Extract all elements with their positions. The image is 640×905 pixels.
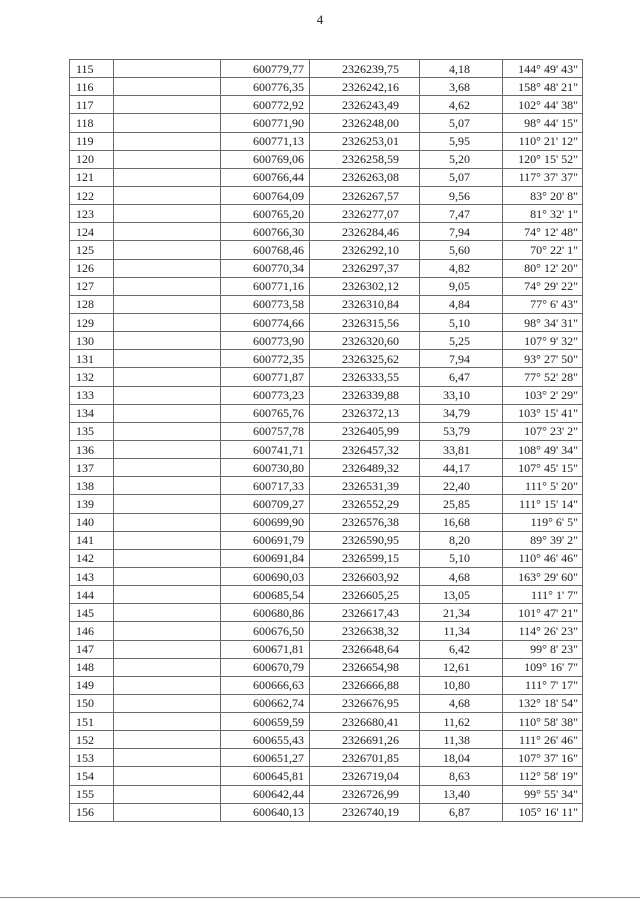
empty-cell (114, 205, 221, 223)
table-row (70, 60, 583, 78)
distance-cell: 5,07 (420, 168, 503, 186)
table-row (70, 622, 583, 640)
y-coordinate-cell: 2326701,85 (310, 749, 420, 767)
distance-cell: 13,05 (420, 586, 503, 604)
point-number-cell: 122 (70, 186, 114, 204)
table-row (70, 640, 583, 658)
y-coordinate-cell: 2326239,75 (310, 60, 420, 78)
point-number-cell: 137 (70, 459, 114, 477)
distance-cell: 21,34 (420, 604, 503, 622)
point-number-cell: 116 (70, 78, 114, 96)
point-number-cell: 120 (70, 150, 114, 168)
distance-cell: 33,81 (420, 440, 503, 458)
distance-cell: 11,34 (420, 622, 503, 640)
point-number-cell: 131 (70, 350, 114, 368)
y-coordinate-cell: 2326297,37 (310, 259, 420, 277)
empty-cell (114, 386, 221, 404)
y-coordinate-cell: 2326531,39 (310, 477, 420, 495)
distance-cell: 8,63 (420, 767, 503, 785)
table-row (70, 495, 583, 513)
distance-cell: 5,20 (420, 150, 503, 168)
empty-cell (114, 513, 221, 531)
distance-cell: 5,95 (420, 132, 503, 150)
angle-cell: 105° 16' 11" (503, 803, 583, 821)
empty-cell (114, 96, 221, 114)
empty-cell (114, 168, 221, 186)
x-coordinate-cell: 600642,44 (221, 785, 310, 803)
distance-cell: 4,68 (420, 567, 503, 585)
x-coordinate-cell: 600771,87 (221, 368, 310, 386)
point-number-cell: 156 (70, 803, 114, 821)
y-coordinate-cell: 2326253,01 (310, 132, 420, 150)
distance-cell: 6,42 (420, 640, 503, 658)
distance-cell: 5,10 (420, 549, 503, 567)
table-row (70, 168, 583, 186)
table-row (70, 767, 583, 785)
x-coordinate-cell: 600717,33 (221, 477, 310, 495)
angle-cell: 81° 32' 1" (503, 205, 583, 223)
point-number-cell: 149 (70, 676, 114, 694)
distance-cell: 11,38 (420, 731, 503, 749)
point-number-cell: 147 (70, 640, 114, 658)
table-row (70, 785, 583, 803)
angle-cell: 120° 15' 52" (503, 150, 583, 168)
empty-cell (114, 440, 221, 458)
empty-cell (114, 350, 221, 368)
y-coordinate-cell: 2326552,29 (310, 495, 420, 513)
point-number-cell: 127 (70, 277, 114, 295)
distance-cell: 11,62 (420, 713, 503, 731)
point-number-cell: 117 (70, 96, 114, 114)
point-number-cell: 123 (70, 205, 114, 223)
x-coordinate-cell: 600765,20 (221, 205, 310, 223)
angle-cell: 74° 29' 22" (503, 277, 583, 295)
empty-cell (114, 404, 221, 422)
y-coordinate-cell: 2326457,32 (310, 440, 420, 458)
x-coordinate-cell: 600651,27 (221, 749, 310, 767)
table-row (70, 241, 583, 259)
angle-cell: 110° 58' 38" (503, 713, 583, 731)
table-row (70, 132, 583, 150)
table-row (70, 604, 583, 622)
distance-cell: 5,10 (420, 313, 503, 331)
angle-cell: 114° 26' 23" (503, 622, 583, 640)
x-coordinate-cell: 600662,74 (221, 694, 310, 712)
empty-cell (114, 767, 221, 785)
point-number-cell: 115 (70, 60, 114, 78)
empty-cell (114, 622, 221, 640)
point-number-cell: 134 (70, 404, 114, 422)
x-coordinate-cell: 600645,81 (221, 767, 310, 785)
y-coordinate-cell: 2326310,84 (310, 295, 420, 313)
empty-cell (114, 150, 221, 168)
distance-cell: 10,80 (420, 676, 503, 694)
angle-cell: 80° 12' 20" (503, 259, 583, 277)
table-row (70, 658, 583, 676)
empty-cell (114, 114, 221, 132)
table-row (70, 205, 583, 223)
table-row (70, 513, 583, 531)
empty-cell (114, 676, 221, 694)
empty-cell (114, 422, 221, 440)
table-row (70, 386, 583, 404)
distance-cell: 7,94 (420, 223, 503, 241)
angle-cell: 99° 8' 23" (503, 640, 583, 658)
point-number-cell: 138 (70, 477, 114, 495)
table-row (70, 186, 583, 204)
x-coordinate-cell: 600709,27 (221, 495, 310, 513)
x-coordinate-cell: 600666,63 (221, 676, 310, 694)
angle-cell: 103° 15' 41" (503, 404, 583, 422)
point-number-cell: 121 (70, 168, 114, 186)
x-coordinate-cell: 600757,78 (221, 422, 310, 440)
coordinates-table (69, 59, 583, 822)
angle-cell: 93° 27' 50" (503, 350, 583, 368)
y-coordinate-cell: 2326325,62 (310, 350, 420, 368)
empty-cell (114, 694, 221, 712)
empty-cell (114, 803, 221, 821)
empty-cell (114, 658, 221, 676)
x-coordinate-cell: 600671,81 (221, 640, 310, 658)
table-row (70, 803, 583, 821)
footer-divider (0, 897, 640, 898)
angle-cell: 83° 20' 8" (503, 186, 583, 204)
angle-cell: 107° 45' 15" (503, 459, 583, 477)
point-number-cell: 145 (70, 604, 114, 622)
table-row (70, 332, 583, 350)
y-coordinate-cell: 2326740,19 (310, 803, 420, 821)
y-coordinate-cell: 2326339,88 (310, 386, 420, 404)
distance-cell: 8,20 (420, 531, 503, 549)
y-coordinate-cell: 2326243,49 (310, 96, 420, 114)
x-coordinate-cell: 600774,66 (221, 313, 310, 331)
table-row (70, 78, 583, 96)
table-row (70, 295, 583, 313)
table-row (70, 277, 583, 295)
x-coordinate-cell: 600741,71 (221, 440, 310, 458)
angle-cell: 163° 29' 60" (503, 567, 583, 585)
angle-cell: 110° 21' 12" (503, 132, 583, 150)
angle-cell: 89° 39' 2" (503, 531, 583, 549)
angle-cell: 111° 5' 20" (503, 477, 583, 495)
table-row (70, 422, 583, 440)
y-coordinate-cell: 2326489,32 (310, 459, 420, 477)
y-coordinate-cell: 2326277,07 (310, 205, 420, 223)
distance-cell: 3,68 (420, 78, 503, 96)
y-coordinate-cell: 2326599,15 (310, 549, 420, 567)
table-row (70, 549, 583, 567)
x-coordinate-cell: 600771,16 (221, 277, 310, 295)
distance-cell: 5,25 (420, 332, 503, 350)
x-coordinate-cell: 600765,76 (221, 404, 310, 422)
angle-cell: 132° 18' 54" (503, 694, 583, 712)
distance-cell: 18,04 (420, 749, 503, 767)
distance-cell: 12,61 (420, 658, 503, 676)
point-number-cell: 126 (70, 259, 114, 277)
table-row (70, 749, 583, 767)
empty-cell (114, 713, 221, 731)
y-coordinate-cell: 2326292,10 (310, 241, 420, 259)
empty-cell (114, 531, 221, 549)
table-row (70, 731, 583, 749)
x-coordinate-cell: 600730,80 (221, 459, 310, 477)
angle-cell: 112° 58' 19" (503, 767, 583, 785)
x-coordinate-cell: 600699,90 (221, 513, 310, 531)
point-number-cell: 154 (70, 767, 114, 785)
angle-cell: 109° 16' 7" (503, 658, 583, 676)
table-row (70, 96, 583, 114)
table-row (70, 150, 583, 168)
page-number: 4 (316, 12, 324, 27)
y-coordinate-cell: 2326263,08 (310, 168, 420, 186)
distance-cell: 22,40 (420, 477, 503, 495)
x-coordinate-cell: 600776,35 (221, 78, 310, 96)
x-coordinate-cell: 600670,79 (221, 658, 310, 676)
x-coordinate-cell: 600680,86 (221, 604, 310, 622)
distance-cell: 33,10 (420, 386, 503, 404)
x-coordinate-cell: 600691,79 (221, 531, 310, 549)
x-coordinate-cell: 600691,84 (221, 549, 310, 567)
table-row (70, 440, 583, 458)
distance-cell: 4,62 (420, 96, 503, 114)
y-coordinate-cell: 2326315,56 (310, 313, 420, 331)
y-coordinate-cell: 2326726,99 (310, 785, 420, 803)
y-coordinate-cell: 2326576,38 (310, 513, 420, 531)
distance-cell: 13,40 (420, 785, 503, 803)
y-coordinate-cell: 2326638,32 (310, 622, 420, 640)
angle-cell: 77° 6' 43" (503, 295, 583, 313)
point-number-cell: 129 (70, 313, 114, 331)
x-coordinate-cell: 600773,23 (221, 386, 310, 404)
distance-cell: 34,79 (420, 404, 503, 422)
y-coordinate-cell: 2326242,16 (310, 78, 420, 96)
y-coordinate-cell: 2326648,64 (310, 640, 420, 658)
angle-cell: 74° 12' 48" (503, 223, 583, 241)
empty-cell (114, 332, 221, 350)
y-coordinate-cell: 2326248,00 (310, 114, 420, 132)
point-number-cell: 124 (70, 223, 114, 241)
table-row (70, 477, 583, 495)
x-coordinate-cell: 600779,77 (221, 60, 310, 78)
empty-cell (114, 241, 221, 259)
y-coordinate-cell: 2326320,60 (310, 332, 420, 350)
point-number-cell: 148 (70, 658, 114, 676)
empty-cell (114, 78, 221, 96)
table-row (70, 404, 583, 422)
angle-cell: 110° 46' 46" (503, 549, 583, 567)
distance-cell: 4,68 (420, 694, 503, 712)
distance-cell: 9,05 (420, 277, 503, 295)
angle-cell: 99° 55' 34" (503, 785, 583, 803)
point-number-cell: 150 (70, 694, 114, 712)
empty-cell (114, 223, 221, 241)
y-coordinate-cell: 2326284,46 (310, 223, 420, 241)
y-coordinate-cell: 2326605,25 (310, 586, 420, 604)
point-number-cell: 133 (70, 386, 114, 404)
x-coordinate-cell: 600640,13 (221, 803, 310, 821)
x-coordinate-cell: 600773,58 (221, 295, 310, 313)
y-coordinate-cell: 2326302,12 (310, 277, 420, 295)
distance-cell: 6,87 (420, 803, 503, 821)
angle-cell: 101° 47' 21" (503, 604, 583, 622)
y-coordinate-cell: 2326654,98 (310, 658, 420, 676)
point-number-cell: 139 (70, 495, 114, 513)
table-row (70, 713, 583, 731)
point-number-cell: 155 (70, 785, 114, 803)
x-coordinate-cell: 600766,44 (221, 168, 310, 186)
point-number-cell: 144 (70, 586, 114, 604)
empty-cell (114, 132, 221, 150)
table-row (70, 114, 583, 132)
y-coordinate-cell: 2326719,04 (310, 767, 420, 785)
x-coordinate-cell: 600770,34 (221, 259, 310, 277)
empty-cell (114, 731, 221, 749)
y-coordinate-cell: 2326617,43 (310, 604, 420, 622)
angle-cell: 144° 49' 43" (503, 60, 583, 78)
angle-cell: 107° 37' 16" (503, 749, 583, 767)
empty-cell (114, 785, 221, 803)
distance-cell: 44,17 (420, 459, 503, 477)
x-coordinate-cell: 600764,09 (221, 186, 310, 204)
point-number-cell: 146 (70, 622, 114, 640)
y-coordinate-cell: 2326691,26 (310, 731, 420, 749)
empty-cell (114, 567, 221, 585)
x-coordinate-cell: 600772,35 (221, 350, 310, 368)
x-coordinate-cell: 600766,30 (221, 223, 310, 241)
y-coordinate-cell: 2326676,95 (310, 694, 420, 712)
point-number-cell: 152 (70, 731, 114, 749)
point-number-cell: 153 (70, 749, 114, 767)
empty-cell (114, 604, 221, 622)
distance-cell: 9,56 (420, 186, 503, 204)
angle-cell: 70° 22' 1" (503, 241, 583, 259)
x-coordinate-cell: 600659,59 (221, 713, 310, 731)
angle-cell: 111° 15' 14" (503, 495, 583, 513)
empty-cell (114, 60, 221, 78)
y-coordinate-cell: 2326258,59 (310, 150, 420, 168)
angle-cell: 158° 48' 21" (503, 78, 583, 96)
point-number-cell: 140 (70, 513, 114, 531)
empty-cell (114, 586, 221, 604)
y-coordinate-cell: 2326666,88 (310, 676, 420, 694)
angle-cell: 111° 26' 46" (503, 731, 583, 749)
y-coordinate-cell: 2326372,13 (310, 404, 420, 422)
distance-cell: 4,82 (420, 259, 503, 277)
table-row (70, 459, 583, 477)
x-coordinate-cell: 600690,03 (221, 567, 310, 585)
angle-cell: 119° 6' 5" (503, 513, 583, 531)
angle-cell: 102° 44' 38" (503, 96, 583, 114)
y-coordinate-cell: 2326333,55 (310, 368, 420, 386)
table-row (70, 676, 583, 694)
point-number-cell: 141 (70, 531, 114, 549)
distance-cell: 4,84 (420, 295, 503, 313)
angle-cell: 107° 9' 32" (503, 332, 583, 350)
angle-cell: 103° 2' 29" (503, 386, 583, 404)
distance-cell: 4,18 (420, 60, 503, 78)
table-row (70, 586, 583, 604)
x-coordinate-cell: 600772,92 (221, 96, 310, 114)
distance-cell: 5,07 (420, 114, 503, 132)
empty-cell (114, 459, 221, 477)
empty-cell (114, 368, 221, 386)
distance-cell: 6,47 (420, 368, 503, 386)
table-row (70, 694, 583, 712)
x-coordinate-cell: 600655,43 (221, 731, 310, 749)
empty-cell (114, 313, 221, 331)
empty-cell (114, 259, 221, 277)
angle-cell: 111° 1' 7" (503, 586, 583, 604)
angle-cell: 98° 44' 15" (503, 114, 583, 132)
angle-cell: 107° 23' 2" (503, 422, 583, 440)
angle-cell: 108° 49' 34" (503, 440, 583, 458)
point-number-cell: 142 (70, 549, 114, 567)
y-coordinate-cell: 2326405,99 (310, 422, 420, 440)
y-coordinate-cell: 2326267,57 (310, 186, 420, 204)
point-number-cell: 135 (70, 422, 114, 440)
y-coordinate-cell: 2326590,95 (310, 531, 420, 549)
point-number-cell: 136 (70, 440, 114, 458)
empty-cell (114, 277, 221, 295)
empty-cell (114, 549, 221, 567)
empty-cell (114, 186, 221, 204)
point-number-cell: 143 (70, 567, 114, 585)
x-coordinate-cell: 600771,90 (221, 114, 310, 132)
angle-cell: 111° 7' 17" (503, 676, 583, 694)
empty-cell (114, 640, 221, 658)
table-row (70, 531, 583, 549)
empty-cell (114, 477, 221, 495)
table-row (70, 350, 583, 368)
table-row (70, 223, 583, 241)
x-coordinate-cell: 600676,50 (221, 622, 310, 640)
empty-cell (114, 495, 221, 513)
distance-cell: 16,68 (420, 513, 503, 531)
empty-cell (114, 295, 221, 313)
x-coordinate-cell: 600769,06 (221, 150, 310, 168)
distance-cell: 7,94 (420, 350, 503, 368)
x-coordinate-cell: 600773,90 (221, 332, 310, 350)
angle-cell: 98° 34' 31" (503, 313, 583, 331)
distance-cell: 25,85 (420, 495, 503, 513)
y-coordinate-cell: 2326680,41 (310, 713, 420, 731)
angle-cell: 117° 37' 37" (503, 168, 583, 186)
point-number-cell: 128 (70, 295, 114, 313)
point-number-cell: 119 (70, 132, 114, 150)
distance-cell: 53,79 (420, 422, 503, 440)
x-coordinate-cell: 600771,13 (221, 132, 310, 150)
table-row (70, 567, 583, 585)
x-coordinate-cell: 600768,46 (221, 241, 310, 259)
x-coordinate-cell: 600685,54 (221, 586, 310, 604)
distance-cell: 7,47 (420, 205, 503, 223)
y-coordinate-cell: 2326603,92 (310, 567, 420, 585)
point-number-cell: 125 (70, 241, 114, 259)
table-row (70, 259, 583, 277)
table-body (70, 60, 583, 822)
table-row (70, 313, 583, 331)
angle-cell: 77° 52' 28" (503, 368, 583, 386)
point-number-cell: 132 (70, 368, 114, 386)
point-number-cell: 118 (70, 114, 114, 132)
point-number-cell: 130 (70, 332, 114, 350)
point-number-cell: 151 (70, 713, 114, 731)
empty-cell (114, 749, 221, 767)
table-row (70, 368, 583, 386)
distance-cell: 5,60 (420, 241, 503, 259)
